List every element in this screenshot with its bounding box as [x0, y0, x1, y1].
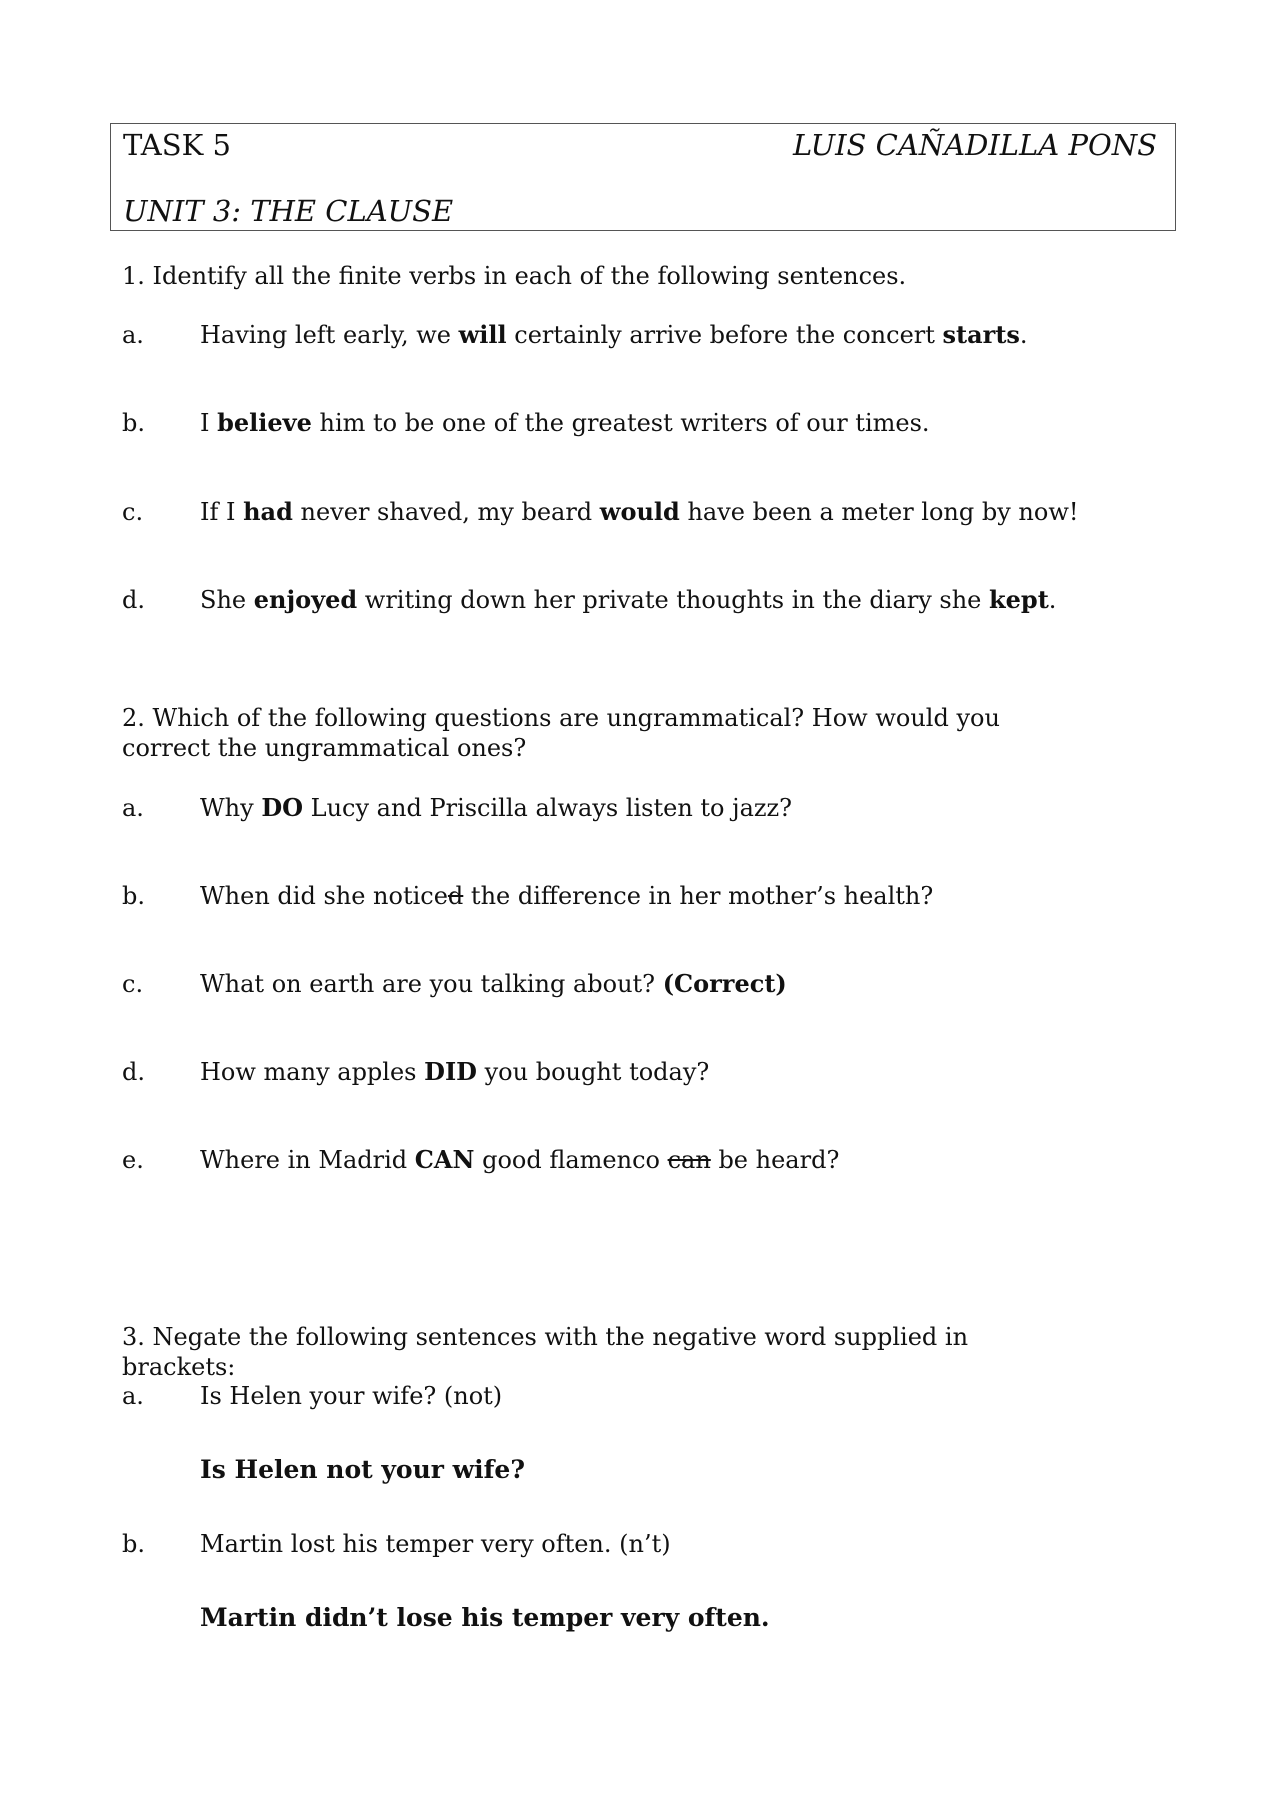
- item-text: Where in Madrid CAN good flamenco can be heard?: [200, 1145, 840, 1174]
- question-2-prompt: 2. Which of the following questions are ungrammatical? How would you correct the ungrammatical ones?: [122, 704, 1000, 762]
- unit-title: UNIT 3: THE CLAUSE: [123, 194, 454, 228]
- correct-mark: (Correct): [662, 969, 787, 998]
- struck-word: can: [667, 1146, 711, 1174]
- question-1-prompt: 1. Identify all the finite verbs in each of the following sentences.: [122, 262, 907, 290]
- item-letter: b.: [122, 409, 145, 437]
- item-text: Having left early, we will certainly arrive before the concert starts.: [200, 320, 1028, 349]
- item-text: She enjoyed writing down her private thoughts in the diary she kept.: [200, 585, 1057, 614]
- item-letter: c.: [122, 970, 144, 998]
- item-letter: c.: [122, 498, 144, 526]
- item-text: When did she noticed the difference in her mother’s health?: [200, 882, 934, 910]
- item-letter: d.: [122, 1058, 145, 1086]
- item-text: Why DO Lucy and Priscilla always listen to jazz?: [200, 793, 793, 822]
- item-letter: a.: [122, 1382, 144, 1410]
- task-label: TASK 5: [123, 128, 231, 162]
- q3-answer-a: Is Helen not your wife?: [200, 1455, 525, 1484]
- item-letter: b.: [122, 1530, 145, 1558]
- struck-suffix: d: [447, 882, 464, 910]
- item-letter: a.: [122, 321, 144, 349]
- item-text: If I had never shaved, my beard would have been a meter long by now!: [200, 497, 1079, 526]
- author-name: LUIS CAÑADILLA PONS: [792, 128, 1157, 162]
- item-letter: b.: [122, 882, 145, 910]
- item-text: I believe him to be one of the greatest writers of our times.: [200, 408, 930, 437]
- item-text: What on earth are you talking about? (Correct): [200, 969, 787, 998]
- q3-answer-b: Martin didn’t lose his temper very often.: [200, 1603, 770, 1632]
- item-letter: a.: [122, 794, 144, 822]
- item-letter: d.: [122, 586, 145, 614]
- item-text: Is Helen your wife? (not): [200, 1382, 503, 1410]
- question-3-prompt: 3. Negate the following sentences with the negative word supplied in brackets:: [122, 1323, 969, 1381]
- item-text: How many apples DID you bought today?: [200, 1057, 710, 1086]
- item-letter: e.: [122, 1146, 144, 1174]
- header-box: [110, 123, 1176, 231]
- item-text: Martin lost his temper very often. (n’t): [200, 1530, 671, 1558]
